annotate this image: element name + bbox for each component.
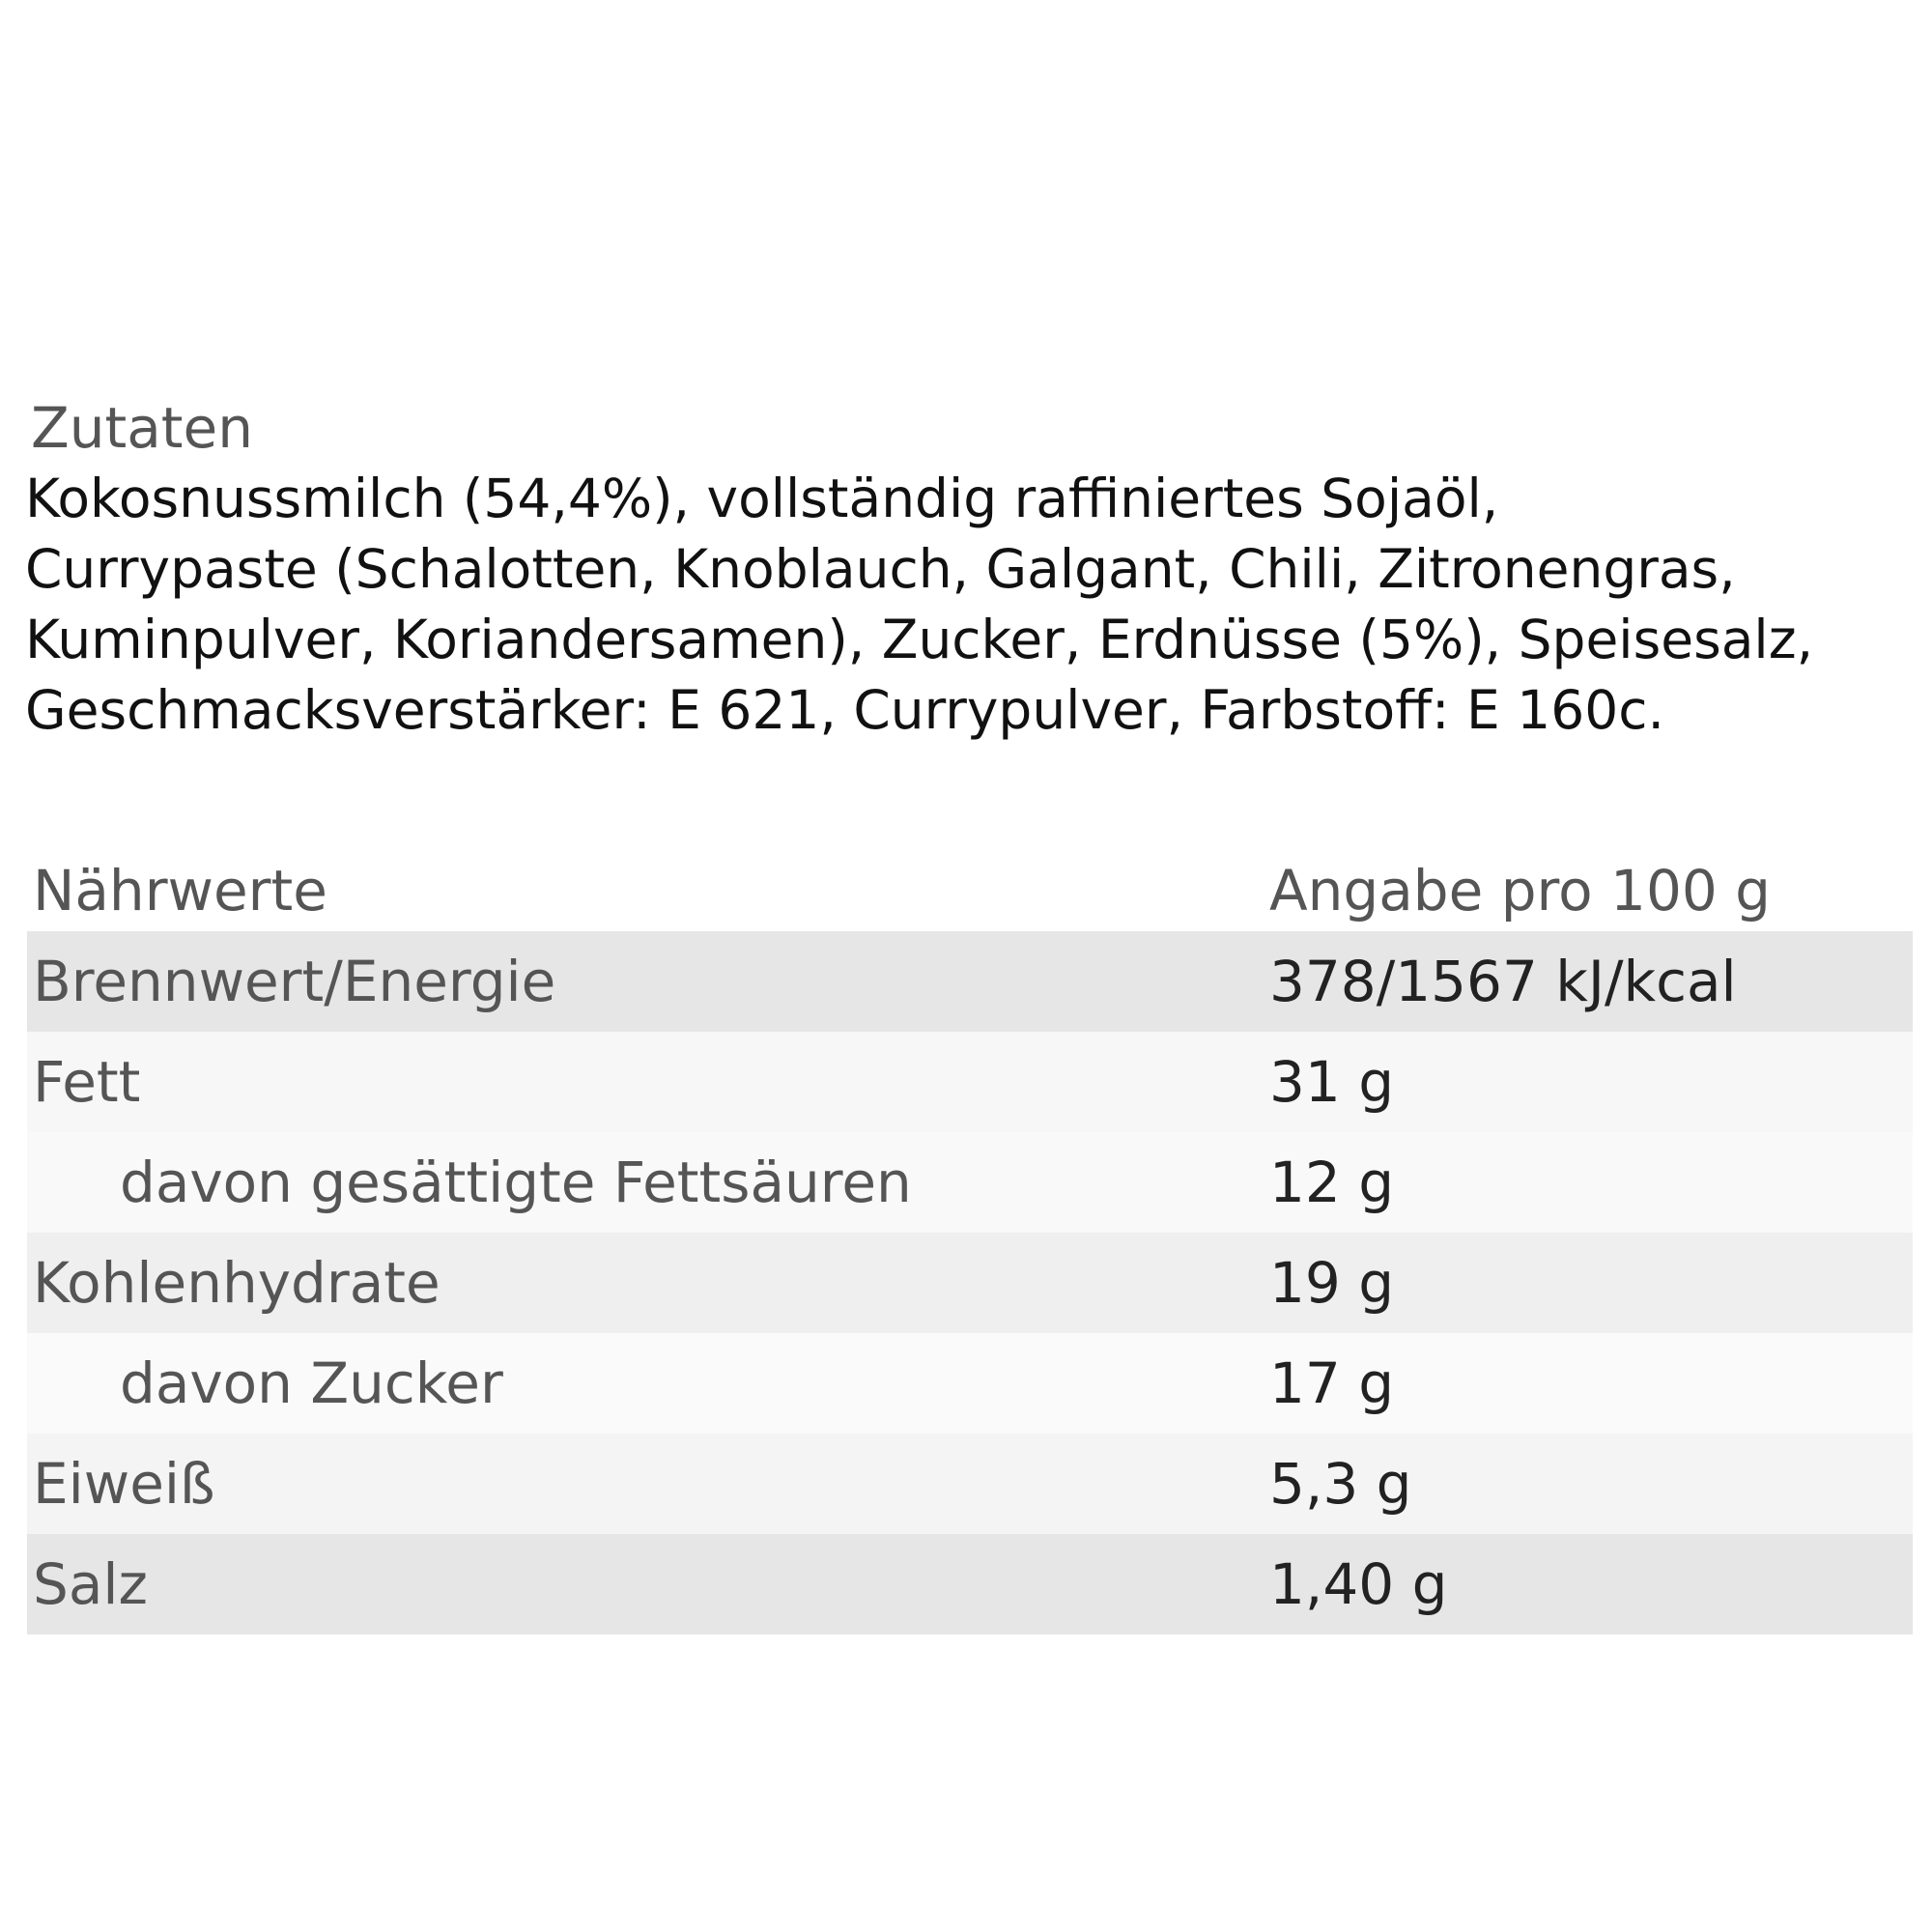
nutrition-header-value: Angabe pro 100 g [1269, 858, 1771, 923]
nutrition-value: 378/1567 kJ/kcal [1269, 949, 1737, 1014]
nutrition-row-energy [27, 931, 1913, 1032]
nutrition-label: Salz [33, 1551, 148, 1617]
nutrition-value: 5,3 g [1269, 1451, 1412, 1517]
nutrition-label: Eiweiß [33, 1451, 215, 1517]
ingredients-line: Currypaste (Schalotten, Knoblauch, Galgant, Chili, Zitronengras, [25, 538, 1736, 600]
nutrition-value: 1,40 g [1269, 1551, 1448, 1617]
nutrition-row-carbohydrates [27, 1233, 1913, 1333]
ingredients-text [25, 464, 1861, 746]
nutrition-value: 19 g [1269, 1250, 1395, 1316]
ingredients-heading: Zutaten [31, 395, 253, 461]
nutrition-header-row [27, 850, 1913, 931]
nutrition-row-sugar [27, 1333, 1913, 1434]
nutrition-label: davon gesättigte Fettsäuren [120, 1150, 912, 1215]
nutrition-label: Brennwert/Energie [33, 949, 556, 1014]
nutrition-label: Kohlenhydrate [33, 1250, 440, 1316]
ingredients-line: Kuminpulver, Koriandersamen), Zucker, Erdnüsse (5%), Speisesalz, [25, 609, 1814, 670]
nutrition-value: 12 g [1269, 1150, 1395, 1215]
ingredients-line: Geschmacksverstärker: E 621, Currypulver, Farbstoff: E 160c. [25, 679, 1664, 741]
nutrition-row-saturated-fat [27, 1132, 1913, 1233]
nutrition-label: Fett [33, 1049, 141, 1115]
nutrition-header-label: Nährwerte [33, 858, 327, 923]
nutrition-row-salt [27, 1534, 1913, 1634]
nutrition-value: 31 g [1269, 1049, 1395, 1115]
ingredients-line: Kokosnussmilch (54,4%), vollständig raffiniertes Sojaöl, [25, 468, 1499, 529]
nutrition-value: 17 g [1269, 1350, 1395, 1416]
nutrition-row-fat [27, 1032, 1913, 1132]
nutrition-table [27, 850, 1913, 1634]
nutrition-row-protein [27, 1434, 1913, 1534]
nutrition-label: davon Zucker [120, 1350, 503, 1416]
